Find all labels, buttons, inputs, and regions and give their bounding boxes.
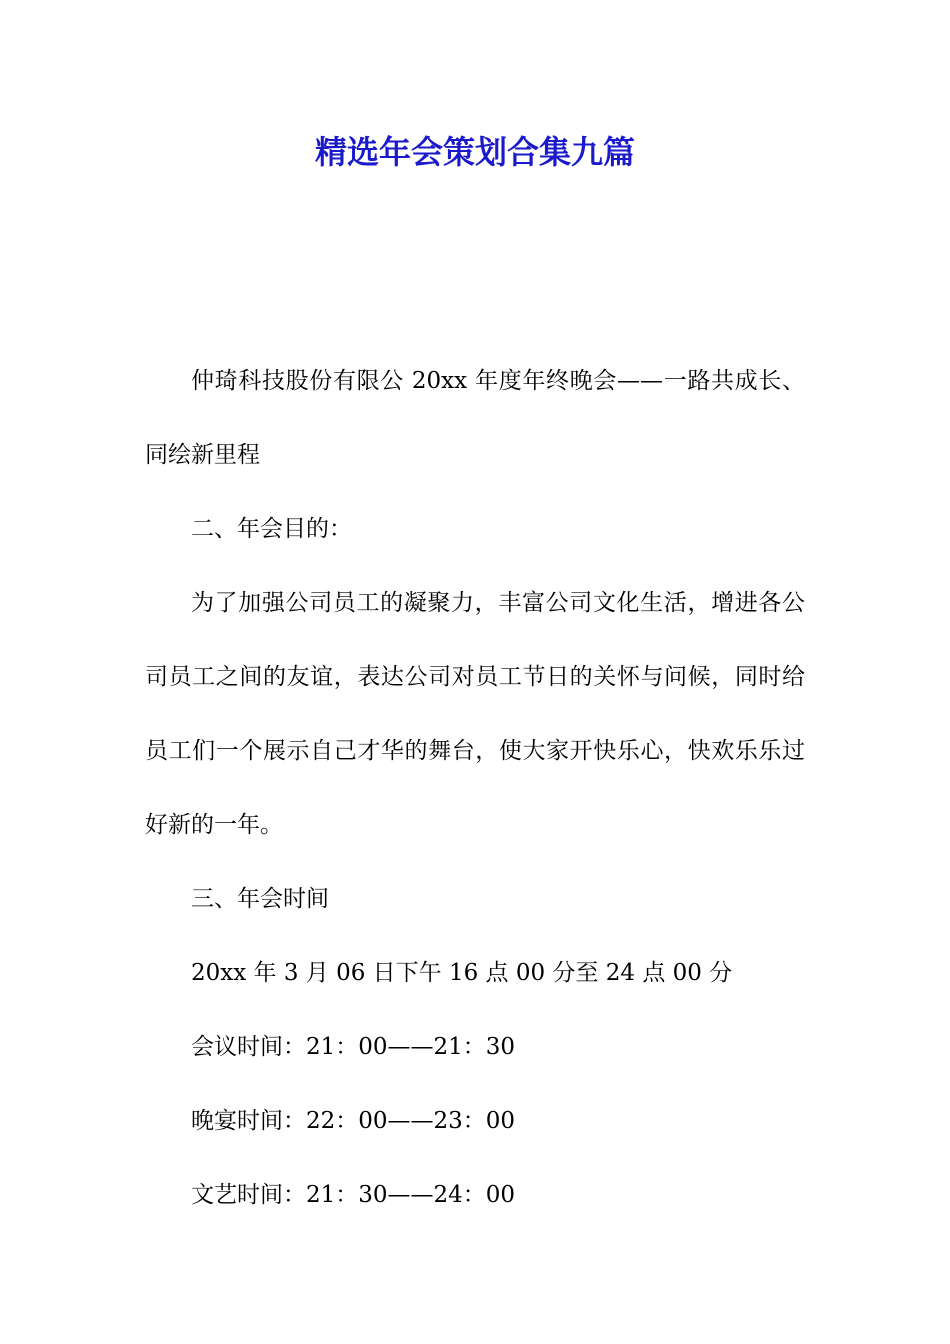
document-body bbox=[145, 344, 805, 1232]
paragraph-meeting-time: 会议时间：21：00——21：30 bbox=[191, 1034, 516, 1060]
paragraph-banquet-time: 晚宴时间：22：00——23：00 bbox=[191, 1108, 516, 1134]
heading-time: 三、年会时间 bbox=[191, 886, 329, 912]
heading-purpose: 二、年会目的： bbox=[191, 516, 352, 542]
paragraph-performance-time: 文艺时间：21：30——24：00 bbox=[191, 1182, 516, 1208]
paragraph-date: 20xx 年 3 月 06 日下午 16 点 00 分至 24 点 00 分 bbox=[191, 960, 733, 986]
paragraph-purpose: 为了加强公司员工的凝聚力，丰富公司文化生活，增进各公司员工之间的友谊，表达公司对员工节日的关怀与问候，同时给员工们一个展示自己才华的舞台，使大家开快乐心，快欢乐乐过好新的一年。 bbox=[145, 590, 805, 838]
paragraph-event-name: 仲琦科技股份有限公 20xx 年度年终晚会——一路共成长、同绘新里程 bbox=[145, 368, 805, 468]
document-title: 精选年会策划合集九篇 bbox=[314, 133, 635, 171]
